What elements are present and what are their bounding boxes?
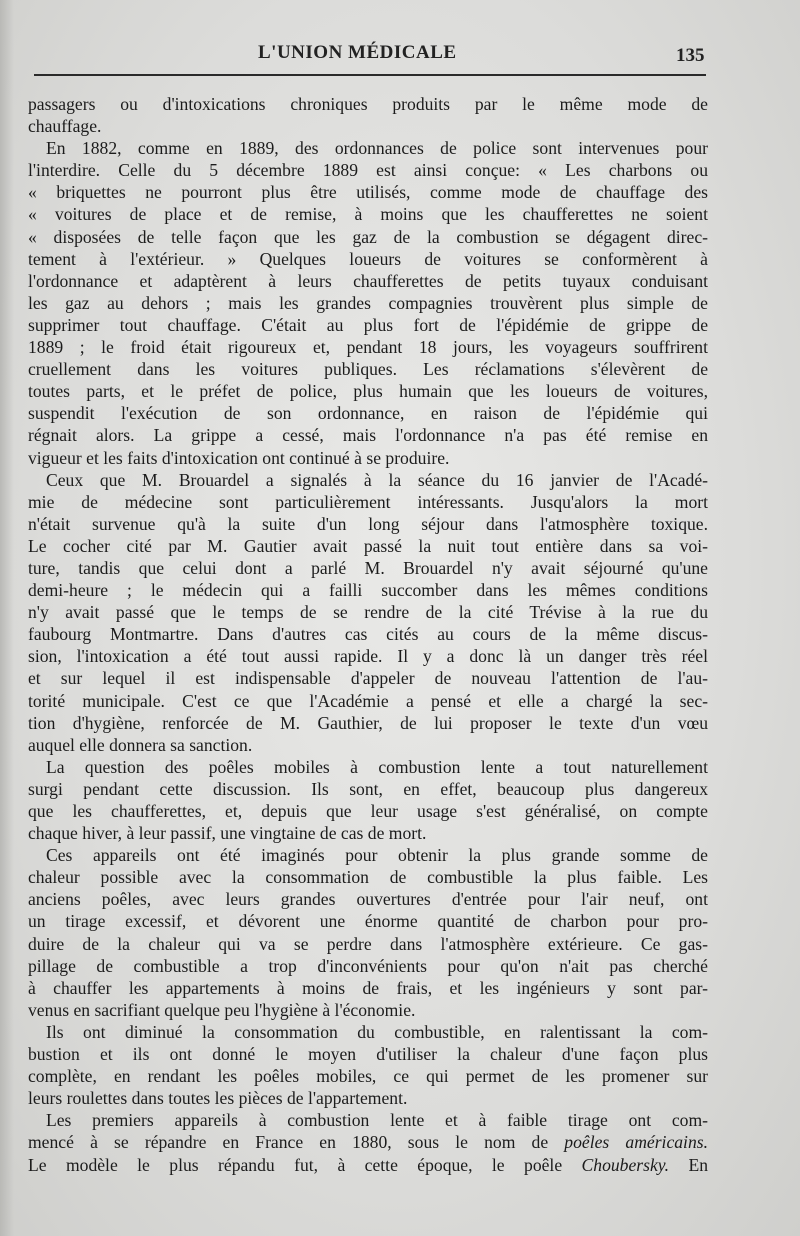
text-line: « briquettes ne pourront plus être utilisés, comme mode de chauffage des (28, 182, 708, 203)
text-line: Ils ont diminué la consommation du combustible, en ralentissant la com- (46, 1021, 708, 1042)
text-line: Ceux que M. Brouardel a signalés à la séance du 16 janvier de l'Acadé- (46, 469, 708, 490)
text-line: l'ordonnance et adaptèrent à leurs chaufferettes de petits tuyaux conduisant (28, 270, 708, 291)
article-body (28, 93, 708, 1176)
text-line: les gaz au dehors ; mais les grandes compagnies trouvèrent plus simple de (28, 292, 708, 313)
text-line: l'interdire. Celle du 5 décembre 1889 est ainsi conçue: « Les charbons ou (28, 160, 708, 181)
page-number: 135 (676, 45, 705, 66)
text-line: complète, en rendant les poêles mobiles, ce qui permet de les promener sur (28, 1066, 708, 1087)
text-line: ture, tandis que celui dont a parlé M. Brouardel n'y avait séjourné qu'une (28, 557, 708, 578)
text-line: chaleur possible avec la consommation de combustible la plus faible. Les (28, 867, 708, 888)
text-line: « disposées de telle façon que les gaz de la combustion se dégagent direc- (28, 226, 708, 247)
text-line: La question des poêles mobiles à combustion lente a tout naturellement (46, 756, 708, 777)
text-line: chaque hiver, à leur passif, une vingtaine de cas de mort. (28, 823, 427, 844)
text-line: passagers ou d'intoxications chroniques produits par le même mode de (28, 94, 708, 114)
text-line: que les chaufferettes, et, depuis que leur usage s'est généralisé, on compte (28, 801, 708, 821)
text-run: mencé à se répandre en France en 1880, sous le nom de (28, 1132, 565, 1153)
paragraph (28, 137, 708, 468)
text-line: et sur lequel il est indispensable d'appeler de nouveau l'attention de l'au- (28, 668, 708, 689)
text-run: Le modèle le plus répandu fut, à cette époque, le poêle (28, 1154, 582, 1175)
text-run: En (688, 1154, 708, 1175)
text-line: pillage de combustible a trop d'inconvénients pour qu'on n'ait pas cherché (28, 955, 708, 976)
text-line: n'était survenue qu'à la suite d'un long séjour dans l'atmosphère toxique. (28, 513, 708, 534)
text-line: anciens poêles, avec leurs grandes ouvertures d'entrée pour l'air neuf, ont (28, 889, 708, 910)
text-line: sion, l'intoxication a été tout aussi rapide. Il y a donc là un danger très réel (28, 646, 708, 667)
text-line: tement à l'extérieur. » Quelques loueurs de voitures se conformèrent à (28, 248, 708, 269)
paragraph (28, 844, 708, 1021)
text-line: En 1882, comme en 1889, des ordonnances de police sont intervenues pour (46, 138, 708, 159)
text-line: « voitures de place et de remise, à moins que les chaufferettes ne soient (28, 204, 708, 225)
text-line (28, 1131, 708, 1153)
text-line: un tirage excessif, et dévorent une énorme quantité de charbon pour pro- (28, 911, 708, 932)
italic-term-choubersky: Choubersky. (581, 1154, 670, 1175)
text-line: à chauffer les appartements à moins de frais, et les ingénieurs y sont par- (28, 977, 708, 998)
text-line: toutes parts, et le préfet de police, plus humain que les loueurs de voitures, (28, 381, 708, 402)
text-line: mie de médecine sont particulièrement intéressants. Jusqu'alors la mort (28, 491, 708, 512)
text-line: auquel elle donnera sa sanction. (28, 734, 253, 755)
text-line: Ces appareils ont été imaginés pour obtenir la plus grande somme de (46, 845, 708, 866)
paragraph (28, 93, 708, 137)
text-line: venus en sacrifiant quelque peu l'hygiène à l'économie. (28, 999, 416, 1020)
text-line: Les premiers appareils à combustion lente et à faible tirage ont com- (46, 1110, 708, 1131)
header-rule (34, 74, 706, 76)
paragraph (28, 469, 708, 756)
text-line: régnait alors. La grippe a cessé, mais l'ordonnance n'a pas été remise en (28, 425, 708, 446)
text-line: leurs roulettes dans toutes les pièces de l'appartement. (28, 1088, 408, 1109)
text-line: surgi pendant cette discussion. Ils sont, en effet, beaucoup plus dangereux (28, 778, 708, 799)
text-line: 1889 ; le froid était rigoureux et, pendant 18 jours, les voyageurs souffrirent (28, 337, 708, 358)
text-line: torité municipale. C'est ce que l'Académie a pensé et elle a chargé la sec- (28, 690, 708, 711)
paragraph (28, 756, 708, 844)
text-line: Le cocher cité par M. Gautier avait passé la nuit tout entière dans sa voi- (28, 535, 708, 556)
text-line: duire de la chaleur qui va se perdre dans l'atmosphère extérieure. Ce gas- (28, 933, 708, 954)
text-line: suspendit l'exécution de son ordonnance, en raison de l'épidémie qui (28, 403, 708, 424)
running-header (0, 40, 800, 70)
text-line: vigueur et les faits d'intoxication ont continué à se produire. (28, 447, 450, 468)
paragraph (28, 1021, 708, 1109)
running-title: L'UNION MÉDICALE (258, 42, 457, 63)
text-line: n'y avait passé que le temps de se rendre de la cité Trévise à la rue du (28, 602, 708, 623)
text-line: demi-heure ; le médecin qui a failli succomber dans les mêmes conditions (28, 580, 708, 601)
text-line (28, 1154, 708, 1176)
text-line: supprimer tout chauffage. C'était au plus fort de l'épidémie de grippe de (28, 314, 708, 335)
text-line: bustion et ils ont donné le moyen d'utiliser la chaleur d'une façon plus (28, 1044, 708, 1065)
text-line: chauffage. (28, 116, 102, 137)
text-line: faubourg Montmartre. Dans d'autres cas cités au cours de la même discus- (28, 624, 708, 645)
text-line: cruellement dans les voitures publiques. Les réclamations s'élevèrent de (28, 359, 708, 380)
paragraph (28, 1109, 708, 1175)
text-line: tion d'hygiène, renforcée de M. Gauthier, de lui proposer le texte d'un vœu (28, 712, 708, 733)
page-binding-shadow (0, 0, 14, 1236)
italic-term-poeles-americains: poêles américains. (564, 1132, 708, 1153)
